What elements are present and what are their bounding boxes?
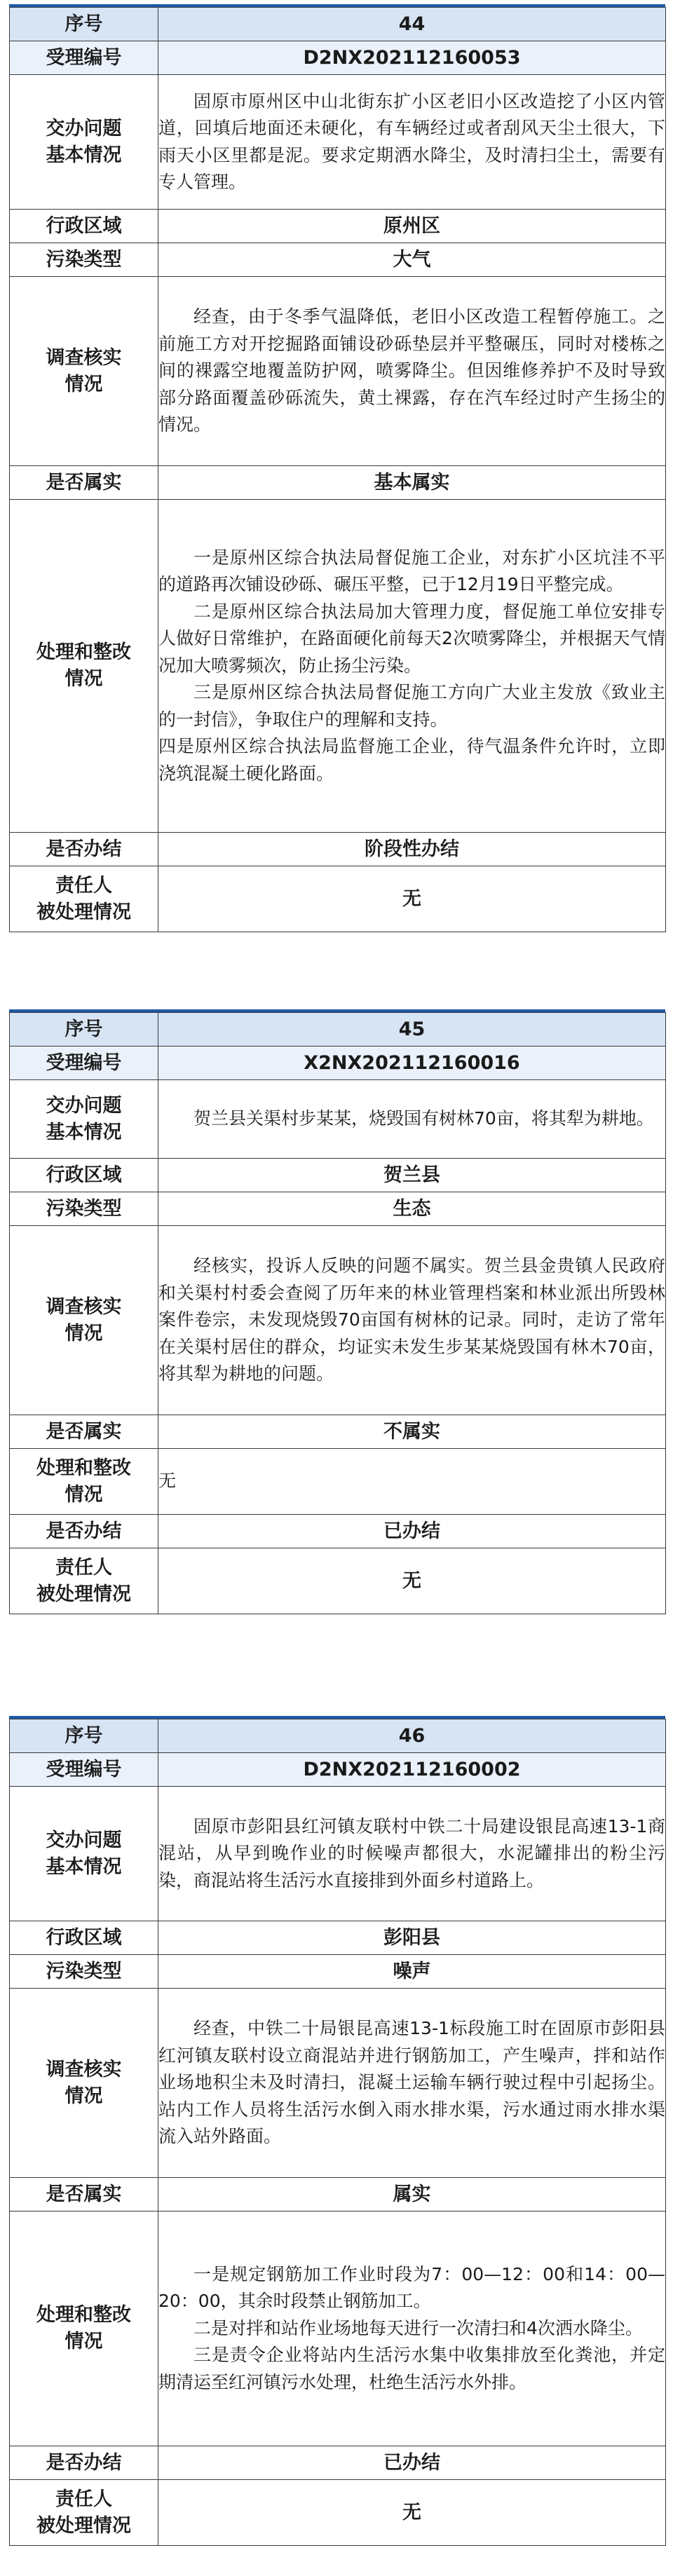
investigation-label-line1: 调查核实 [46, 346, 122, 369]
verified-label: 是否属实 [10, 466, 158, 500]
investigation-label-line2: 情况 [64, 1322, 103, 1344]
handling-label-line1: 处理和整改 [36, 2304, 131, 2326]
problem-paragraph: 固原市彭阳县红河镇友联村中铁二十局建设银昆高速13-1商混站，从早到晚作业的时候噪声都很大，水泥罐排出的粉尘污染，商混站将生活污水直接排到外面乡村道路上。 [158, 1815, 665, 1890]
problem-text [158, 75, 666, 210]
investigation-label [10, 1989, 158, 2178]
verified-label: 是否属实 [10, 1415, 158, 1449]
record-table [9, 7, 666, 932]
problem-label [10, 1787, 158, 1921]
verified-value: 属实 [158, 2178, 666, 2212]
responsible-label-line1: 责任人 [55, 2488, 112, 2510]
responsible-label [10, 2480, 158, 2546]
investigation-label-line1: 调查核实 [46, 1295, 122, 1318]
accept-no-value: D2NX202112160053 [158, 41, 666, 75]
handling-label [10, 1449, 158, 1515]
region-label: 行政区域 [10, 210, 158, 243]
handling-text [158, 500, 666, 833]
problem-label [10, 75, 158, 210]
handling-paragraph: 三是原州区综合执法局督促施工方向广大业主发放《致业主的一封信》，争取住户的理解和支持。 [158, 682, 665, 730]
problem-label-line1: 交办问题 [46, 1829, 122, 1851]
handling-paragraph: 无 [158, 1471, 177, 1492]
problem-label-line2: 基本情况 [46, 1121, 122, 1143]
problem-paragraph: 贺兰县关渠村步某某，烧毁国有树林70亩，将其犁为耕地。 [193, 1108, 654, 1129]
seq-label: 序号 [10, 1719, 158, 1753]
accept-no-label: 受理编号 [10, 41, 158, 75]
record-45 [9, 1009, 665, 1614]
handling-paragraph: 二是原州区综合执法局加大管理力度，督促施工单位安排专人做好日常维护，在路面硬化前每天2次喷雾降尘，并根据天气情况加大喷雾频次，防止扬尘污染。 [158, 601, 665, 676]
handling-paragraph: 三是责令企业将站内生活污水集中收集排放至化粪池，并定期清运至红河镇污水处理，杜绝生活污水外排。 [158, 2345, 665, 2392]
investigation-paragraph: 经查，中铁二十局银昆高速13-1标段施工时在固原市彭阳县红河镇友联村设立商混站并进行钢筋加工，产生噪声，拌和站作业场地积尘未及时清扫，混凝土运输车辆行驶过程中引起扬尘。站内工作人员将生活污水倒入雨水排水渠，污水通过雨水排水渠流入站外路面。 [158, 2018, 665, 2147]
record-table [9, 1012, 666, 1614]
record-46 [9, 1716, 665, 2546]
responsible-value: 无 [158, 866, 666, 932]
closed-value: 已办结 [158, 2446, 666, 2480]
handling-paragraph: 四是原州区综合执法局监督施工企业，待气温条件允许时，立即浇筑混凝土硬化路面。 [158, 736, 665, 784]
verified-value: 不属实 [158, 1415, 666, 1449]
investigation-text [158, 1226, 666, 1415]
investigation-text [158, 277, 666, 466]
problem-label-line1: 交办问题 [46, 1094, 122, 1117]
region-label: 行政区域 [10, 1159, 158, 1192]
seq-value: 44 [158, 8, 666, 41]
region-label: 行政区域 [10, 1921, 158, 1955]
problem-label-line2: 基本情况 [46, 144, 122, 166]
handling-paragraph: 二是对拌和站作业场地每天进行一次清扫和4次洒水降尘。 [193, 2317, 643, 2338]
problem-paragraph: 固原市原州区中山北街东扩小区老旧小区改造挖了小区内管道，回填后地面还未硬化，有车辆经过或者刮风天尘土很大，下雨天小区里都是泥。要求定期洒水降尘，及时清扫尘土，需要有专人管理。 [158, 90, 665, 192]
responsible-label-line2: 被处理情况 [36, 1583, 131, 1605]
problem-text [158, 1787, 666, 1921]
closed-label: 是否办结 [10, 1515, 158, 1548]
verified-value: 基本属实 [158, 466, 666, 500]
handling-label-line1: 处理和整改 [36, 1457, 131, 1479]
handling-text [158, 2212, 666, 2446]
problem-label-line2: 基本情况 [46, 1855, 122, 1878]
responsible-label [10, 866, 158, 932]
responsible-label-line2: 被处理情况 [36, 901, 131, 923]
accept-no-value: D2NX202112160002 [158, 1753, 666, 1787]
region-value: 原州区 [158, 210, 666, 243]
accept-no-label: 受理编号 [10, 1753, 158, 1787]
responsible-label [10, 1548, 158, 1614]
investigation-paragraph: 经核实，投诉人反映的问题不属实。贺兰县金贵镇人民政府和关渠村村委会查阅了历年来的林业管理档案和林业派出所毁林案件卷宗，未发现烧毁70亩国有树林的记录。同时，走访了常年在关渠村居住的群众，均证实未发生步某某烧毁国有林木70亩，将其犁为耕地的问题。 [158, 1255, 665, 1384]
accept-no-value: X2NX202112160016 [158, 1047, 666, 1080]
investigation-label-line2: 情况 [64, 373, 103, 395]
responsible-label-line1: 责任人 [55, 1556, 112, 1579]
closed-value: 阶段性办结 [158, 833, 666, 866]
seq-label: 序号 [10, 1013, 158, 1047]
pollution-value: 生态 [158, 1192, 666, 1226]
problem-text [158, 1080, 666, 1159]
handling-paragraph: 一是规定钢筋加工作业时段为7：00—12：00和14：00—20：00，其余时段禁止钢筋加工。 [158, 2263, 665, 2312]
pollution-value: 大气 [158, 243, 666, 277]
investigation-text [158, 1989, 666, 2178]
responsible-value: 无 [158, 2480, 666, 2546]
record-44 [9, 4, 665, 932]
pollution-value: 噪声 [158, 1955, 666, 1989]
handling-text [158, 1449, 666, 1515]
accept-no-label: 受理编号 [10, 1047, 158, 1080]
pollution-label: 污染类型 [10, 243, 158, 277]
pollution-label: 污染类型 [10, 1192, 158, 1226]
pollution-label: 污染类型 [10, 1955, 158, 1989]
investigation-paragraph: 经查，由于冬季气温降低，老旧小区改造工程暂停施工。之前施工方对开挖掘路面铺设砂砾垫层并平整碾压，同时对楼栋之间的裸露空地覆盖防护网，喷雾降尘。但因维修养护不及时导致部分路面覆盖砂砾流失，黄土裸露，存在汽车经过时产生扬尘的情况。 [158, 306, 665, 435]
handling-label-line2: 情况 [64, 1483, 103, 1506]
problem-label-line1: 交办问题 [46, 117, 122, 139]
handling-label [10, 2212, 158, 2446]
responsible-label-line2: 被处理情况 [36, 2514, 131, 2537]
investigation-label [10, 1226, 158, 1415]
handling-label-line2: 情况 [64, 668, 103, 690]
record-table [9, 1719, 666, 2546]
investigation-label-line2: 情况 [64, 2085, 103, 2107]
handling-label [10, 500, 158, 833]
responsible-value: 无 [158, 1548, 666, 1614]
seq-value: 45 [158, 1013, 666, 1047]
closed-label: 是否办结 [10, 2446, 158, 2480]
handling-label-line1: 处理和整改 [36, 641, 131, 663]
closed-value: 已办结 [158, 1515, 666, 1548]
region-value: 彭阳县 [158, 1921, 666, 1955]
responsible-label-line1: 责任人 [55, 874, 112, 897]
seq-label: 序号 [10, 8, 158, 41]
verified-label: 是否属实 [10, 2178, 158, 2212]
region-value: 贺兰县 [158, 1159, 666, 1192]
handling-paragraph: 一是原州区综合执法局督促施工企业，对东扩小区坑洼不平的道路再次铺设砂砾、碾压平整，已于12月19日平整完成。 [158, 547, 665, 595]
seq-value: 46 [158, 1719, 666, 1753]
handling-label-line2: 情况 [64, 2331, 103, 2352]
investigation-label [10, 277, 158, 466]
investigation-label-line1: 调查核实 [46, 2058, 122, 2080]
problem-label [10, 1080, 158, 1159]
closed-label: 是否办结 [10, 833, 158, 866]
